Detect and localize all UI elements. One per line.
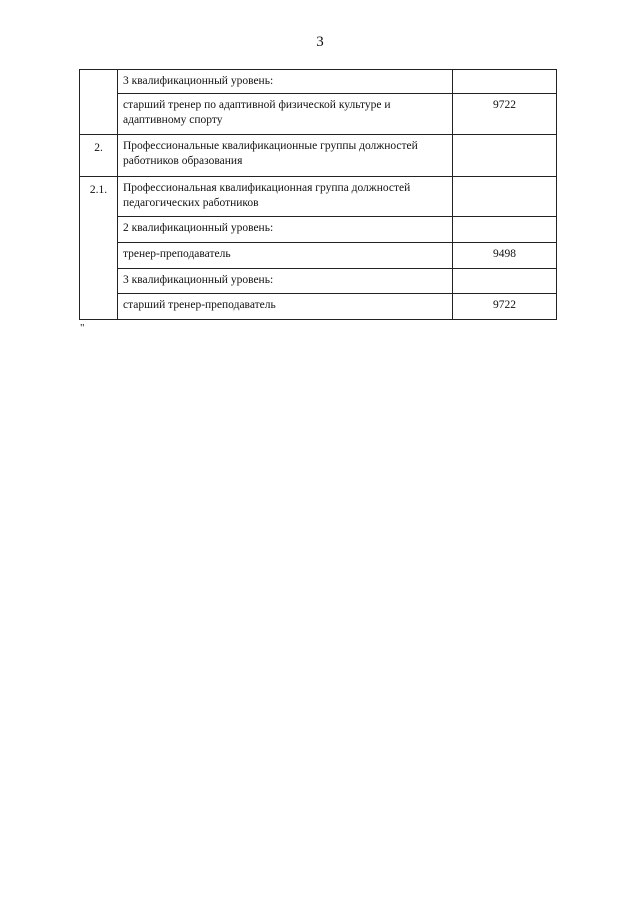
salary-value-cell: 9498 [453, 243, 557, 269]
position-name-cell: старший тренер по адаптивной физической культуре и адаптивному спорту [118, 94, 453, 135]
table-row [80, 177, 557, 217]
salary-value-cell: 9722 [453, 94, 557, 135]
salary-value-cell [453, 70, 557, 94]
position-name-cell: Профессиональные квалификационные группы должностей работников образования [118, 135, 453, 177]
position-name-cell: 3 квалификационный уровень: [118, 70, 453, 94]
salary-table [79, 69, 557, 320]
table-row [80, 269, 557, 294]
table-row [80, 70, 557, 94]
closing-quote-mark: " [80, 322, 85, 334]
page-number: 3 [316, 34, 324, 50]
table-row [80, 217, 557, 243]
row-number-cell [80, 70, 118, 135]
salary-value-cell [453, 177, 557, 217]
position-name-cell: Профессиональная квалификационная группа должностей педагогических работников [118, 177, 453, 217]
table-row [80, 243, 557, 269]
salary-value-cell [453, 217, 557, 243]
position-name-cell: старший тренер-преподаватель [118, 294, 453, 320]
row-number-cell: 2. [80, 135, 118, 177]
table-row [80, 94, 557, 135]
position-name-cell: тренер-преподаватель [118, 243, 453, 269]
salary-value-cell [453, 135, 557, 177]
table-row [80, 135, 557, 177]
position-name-cell: 3 квалификационный уровень: [118, 269, 453, 294]
salary-value-cell: 9722 [453, 294, 557, 320]
table-row [80, 294, 557, 320]
salary-value-cell [453, 269, 557, 294]
position-name-cell: 2 квалификационный уровень: [118, 217, 453, 243]
row-number-cell: 2.1. [80, 177, 118, 320]
